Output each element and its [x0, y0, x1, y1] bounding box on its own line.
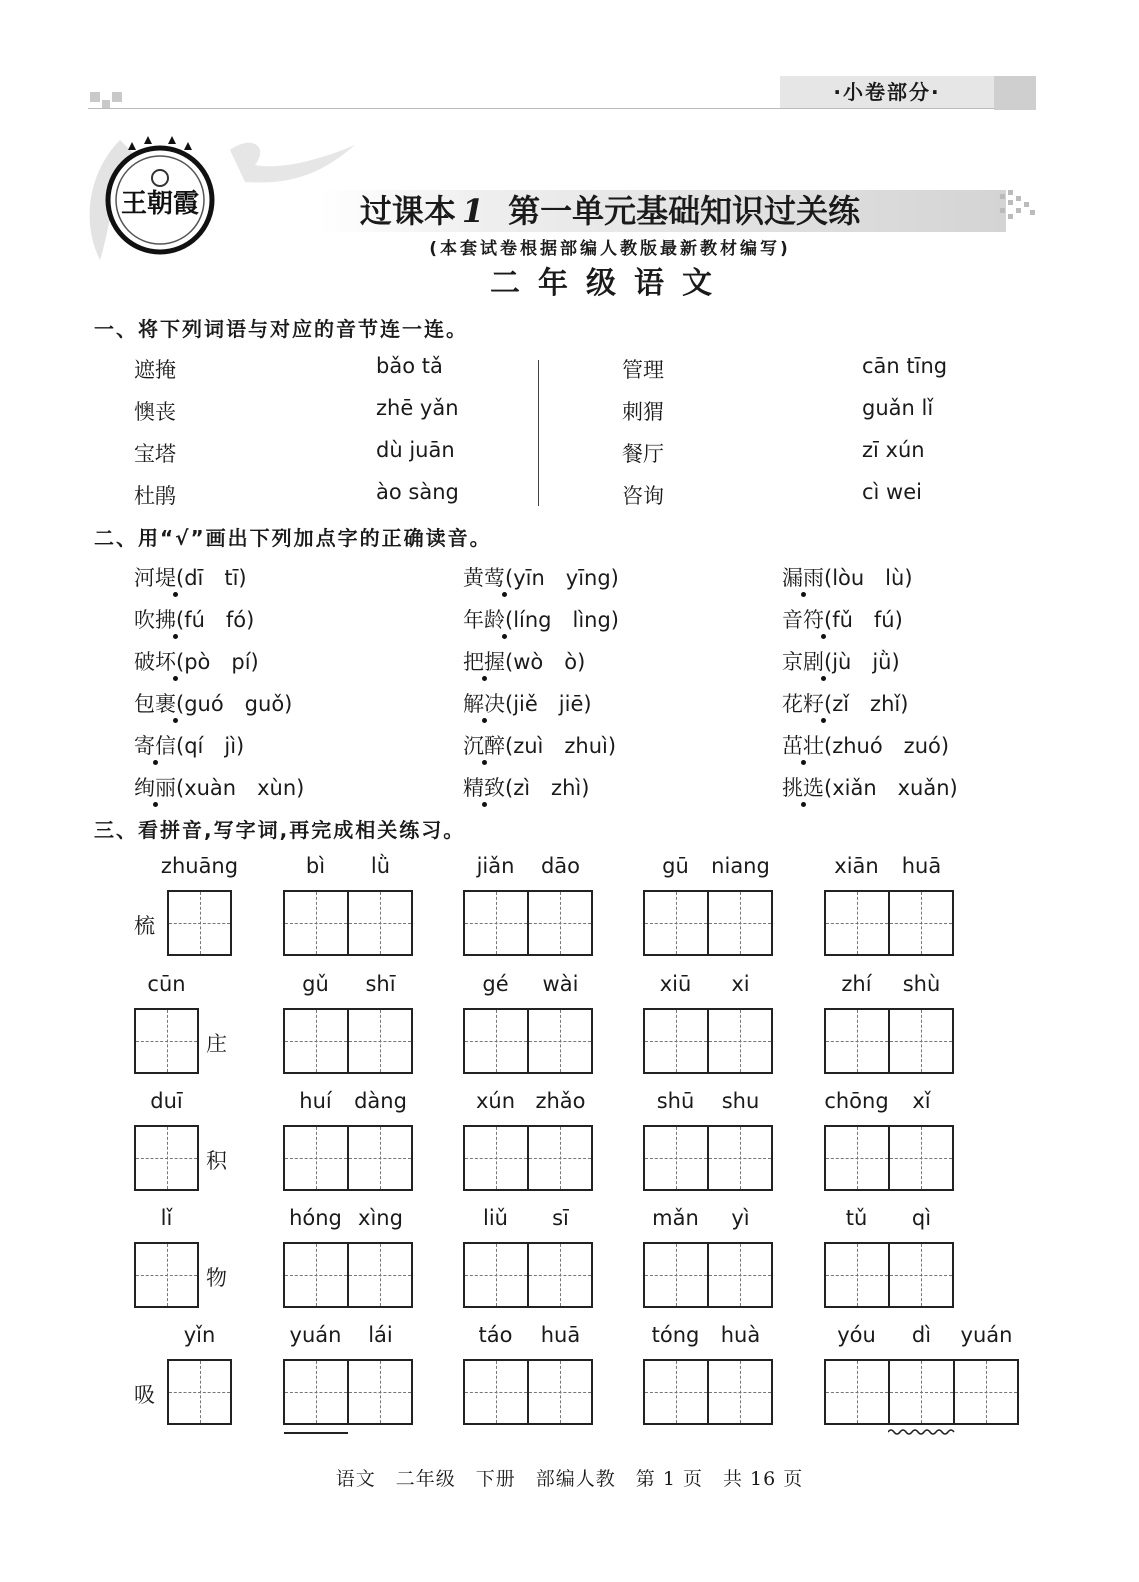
grid-cell[interactable]: [826, 892, 888, 954]
match-pinyin: zhē yǎn: [376, 396, 459, 420]
match-word: 杜鹃: [134, 484, 176, 508]
grade-title: 二年级语文: [490, 266, 730, 301]
grid-cell[interactable]: [136, 1010, 197, 1072]
grid-cell[interactable]: [707, 1244, 771, 1306]
reading-item: 吹拂(fú fó): [134, 608, 255, 632]
grid-cell[interactable]: [645, 892, 707, 954]
writing-grid[interactable]: [643, 890, 773, 956]
grid-cell[interactable]: [707, 1361, 771, 1423]
pinyin-label: xún: [475, 1089, 516, 1113]
reading-item: 绚丽(xuàn xùn): [134, 776, 305, 800]
grid-cell[interactable]: [888, 1244, 952, 1306]
emphasis-dot: [801, 760, 806, 765]
pinyin-label: tǔ: [845, 1206, 868, 1230]
grid-cell[interactable]: [888, 892, 952, 954]
pinyin-label: yuán: [289, 1323, 342, 1347]
emphasis-dot: [173, 676, 178, 681]
writing-grid[interactable]: [167, 1359, 232, 1425]
grid-cell[interactable]: [707, 1127, 771, 1189]
given-character: 梳: [134, 914, 155, 938]
match-word: 管理: [622, 358, 664, 382]
match-word: 遮掩: [134, 358, 176, 382]
given-character: 积: [206, 1149, 227, 1173]
pinyin-label: shu: [721, 1089, 760, 1113]
grid-cell[interactable]: [347, 1244, 411, 1306]
grid-cell[interactable]: [953, 1361, 1017, 1423]
writing-grid[interactable]: [463, 1242, 593, 1308]
emphasis-dot: [153, 802, 158, 807]
grid-cell[interactable]: [826, 1361, 888, 1423]
match-pinyin: cān tīng: [862, 354, 948, 378]
title-part1: 过课本: [359, 192, 456, 230]
reading-item: 破坏(pò pí): [134, 650, 259, 674]
pinyin-label: dì: [911, 1323, 932, 1347]
pinyin-label: duī: [150, 1089, 183, 1113]
writing-grid[interactable]: [283, 890, 413, 956]
grid-cell[interactable]: [465, 892, 527, 954]
pinyin-label: zhuāng: [160, 854, 239, 878]
reading-item: 挑选(xiǎn xuǎn): [782, 776, 958, 800]
match-pinyin: ào sàng: [376, 480, 459, 504]
grid-cell[interactable]: [285, 1010, 347, 1072]
section3-heading: 三、看拼音,写字词,再完成相关练习。: [94, 818, 466, 842]
pinyin-label: huā: [901, 854, 942, 878]
writing-grid[interactable]: [463, 1008, 593, 1074]
decor-square: [90, 92, 100, 102]
section-badge: ·小卷部分·: [780, 76, 994, 108]
grid-cell[interactable]: [527, 1010, 591, 1072]
grid-cell[interactable]: [888, 1010, 952, 1072]
pinyin-label: qì: [911, 1206, 932, 1230]
grid-cell[interactable]: [136, 1244, 197, 1306]
pinyin-label: hóng: [289, 1206, 342, 1230]
page-footer: 语文 二年级 下册 部编人教 第 1 页 共 16 页: [335, 1468, 804, 1490]
grid-cell[interactable]: [527, 1361, 591, 1423]
grid-cell[interactable]: [645, 1127, 707, 1189]
writing-grid[interactable]: [283, 1008, 413, 1074]
grid-cell[interactable]: [465, 1361, 527, 1423]
grid-cell[interactable]: [826, 1010, 888, 1072]
writing-grid[interactable]: [463, 1359, 593, 1425]
pinyin-label: dàng: [354, 1089, 407, 1113]
writing-grid[interactable]: [824, 1359, 1019, 1425]
decor-square: [112, 92, 122, 102]
given-character: 庄: [206, 1032, 227, 1056]
given-character: 物: [206, 1266, 227, 1290]
emphasis-dot: [502, 634, 507, 639]
pinyin-label: xiān: [834, 854, 879, 878]
pinyin-label: xǐ: [912, 1089, 931, 1113]
writing-grid[interactable]: [824, 1242, 954, 1308]
pinyin-label: jiǎn: [476, 854, 515, 878]
pinyin-label: chōng: [824, 1089, 889, 1113]
writing-grid[interactable]: [134, 1242, 199, 1308]
reading-item: 精致(zì zhì): [463, 776, 590, 800]
pinyin-label: gǔ: [302, 972, 329, 996]
grid-cell[interactable]: [527, 892, 591, 954]
emphasis-dot: [801, 592, 806, 597]
writing-grid[interactable]: [643, 1008, 773, 1074]
emphasis-dot: [153, 760, 158, 765]
title-part2: 第一单元基础知识过关练: [508, 192, 861, 230]
match-pinyin: bǎo tǎ: [376, 354, 443, 378]
writing-grid[interactable]: [643, 1125, 773, 1191]
writing-grid[interactable]: [167, 890, 232, 956]
pinyin-label: niang: [711, 854, 770, 878]
match-word: 刺猬: [622, 400, 664, 424]
pinyin-label: huā: [540, 1323, 581, 1347]
writing-grid[interactable]: [283, 1359, 413, 1425]
grid-cell[interactable]: [645, 1361, 707, 1423]
pinyin-label: xìng: [358, 1206, 403, 1230]
reading-item: 漏雨(lòu lù): [782, 566, 913, 590]
pinyin-label: bì: [305, 854, 326, 878]
grid-cell[interactable]: [347, 1361, 411, 1423]
match-pinyin: dù juān: [376, 438, 455, 462]
grid-cell[interactable]: [527, 1244, 591, 1306]
pinyin-label: lǜ: [370, 854, 391, 878]
title-number: 1: [461, 192, 485, 230]
match-word: 宝塔: [134, 442, 176, 466]
match-pinyin: guǎn lǐ: [862, 396, 934, 420]
writing-grid[interactable]: [824, 890, 954, 956]
emphasis-dot: [821, 634, 826, 639]
reading-item: 解决(jiě jiē): [463, 692, 592, 716]
pinyin-label: yì: [731, 1206, 750, 1230]
grid-cell[interactable]: [527, 1127, 591, 1189]
writing-grid[interactable]: [824, 1008, 954, 1074]
writing-grid[interactable]: [643, 1359, 773, 1425]
grid-cell[interactable]: [465, 1244, 527, 1306]
grid-cell[interactable]: [707, 1010, 771, 1072]
pinyin-label: gé: [482, 972, 509, 996]
pinyin-label: huà: [720, 1323, 761, 1347]
emphasis-dot: [821, 718, 826, 723]
emphasis-dot: [173, 592, 178, 597]
pinyin-label: mǎn: [652, 1206, 699, 1230]
grid-cell[interactable]: [347, 892, 411, 954]
badge-tab: [994, 76, 1036, 110]
pinyin-label: gū: [662, 854, 689, 878]
pinyin-label: liǔ: [483, 1206, 508, 1230]
grid-cell[interactable]: [465, 1127, 527, 1189]
grid-cell[interactable]: [347, 1010, 411, 1072]
emphasis-dot: [482, 760, 487, 765]
emphasis-dot: [482, 802, 487, 807]
emphasis-dot: [801, 802, 806, 807]
grid-cell[interactable]: [645, 1010, 707, 1072]
pinyin-label: zhǎo: [535, 1089, 586, 1113]
subtitle: (本套试卷根据部编人教版最新教材编写): [429, 239, 791, 259]
match-word: 餐厅: [622, 442, 664, 466]
pinyin-label: xiū: [659, 972, 692, 996]
pinyin-label: shū: [656, 1089, 695, 1113]
pinyin-label: lái: [368, 1323, 393, 1347]
header-rule: [88, 108, 1036, 109]
given-character: 吸: [134, 1383, 155, 1407]
emphasis-dot: [173, 718, 178, 723]
writing-grid[interactable]: [283, 1242, 413, 1308]
column-divider: [538, 360, 539, 506]
writing-grid[interactable]: [463, 1125, 593, 1191]
grid-cell[interactable]: [285, 1361, 347, 1423]
emphasis-dot: [173, 634, 178, 639]
match-word: 懊丧: [134, 400, 176, 424]
writing-grid[interactable]: [134, 1008, 199, 1074]
writing-grid[interactable]: [463, 890, 593, 956]
pinyin-label: lǐ: [160, 1206, 173, 1230]
pinyin-label: wài: [542, 972, 579, 996]
pinyin-label: yǐn: [183, 1323, 216, 1347]
pinyin-label: táo: [478, 1323, 513, 1347]
grid-cell[interactable]: [707, 892, 771, 954]
grid-cell[interactable]: [645, 1244, 707, 1306]
grid-cell[interactable]: [285, 1127, 347, 1189]
grid-cell[interactable]: [285, 892, 347, 954]
pinyin-label: sī: [552, 1206, 569, 1230]
svg-text:王朝霞: 王朝霞: [120, 189, 200, 219]
pinyin-label: yuán: [960, 1323, 1013, 1347]
reading-item: 沉醉(zuì zhuì): [463, 734, 617, 758]
match-word: 咨询: [622, 484, 664, 508]
match-pinyin: cì wei: [862, 480, 922, 504]
grid-cell[interactable]: [465, 1010, 527, 1072]
pinyin-label: zhí: [841, 972, 872, 996]
writing-grid[interactable]: [643, 1242, 773, 1308]
reading-item: 河堤(dī tī): [134, 566, 247, 590]
pinyin-label: shī: [365, 972, 396, 996]
reading-item: 寄信(qí jì): [134, 734, 245, 758]
emphasis-dot: [502, 592, 507, 597]
reading-item: 年龄(líng lìng): [463, 608, 620, 632]
emphasis-dot: [821, 676, 826, 681]
emphasis-dot: [482, 676, 487, 681]
pinyin-label: xi: [731, 972, 750, 996]
reading-item: 茁壮(zhuó zuó): [782, 734, 950, 758]
grid-cell[interactable]: [169, 1361, 230, 1423]
grid-cell[interactable]: [347, 1127, 411, 1189]
pinyin-label: tóng: [651, 1323, 700, 1347]
pinyin-label: dāo: [540, 854, 581, 878]
pinyin-label: yóu: [837, 1323, 876, 1347]
grid-cell[interactable]: [888, 1127, 952, 1189]
pinyin-label: shù: [902, 972, 941, 996]
grid-cell[interactable]: [888, 1361, 952, 1423]
wavy-underline-mark: [888, 1428, 958, 1436]
reading-item: 京剧(jù jǜ): [782, 650, 900, 674]
dither-decor: [1000, 190, 1040, 230]
pinyin-label: cūn: [147, 972, 186, 996]
emphasis-dot: [482, 718, 487, 723]
decor-square: [102, 100, 110, 108]
grid-cell[interactable]: [826, 1127, 888, 1189]
match-pinyin: zī xún: [862, 438, 925, 462]
writing-grid[interactable]: [283, 1125, 413, 1191]
reading-item: 包裹(guó guǒ): [134, 692, 293, 716]
grid-cell[interactable]: [826, 1244, 888, 1306]
underline-mark: [284, 1432, 348, 1434]
grid-cell[interactable]: [285, 1244, 347, 1306]
page-title: [300, 186, 920, 236]
grid-cell[interactable]: [169, 892, 230, 954]
writing-grid[interactable]: [134, 1125, 199, 1191]
grid-cell[interactable]: [136, 1127, 197, 1189]
reading-item: 黄莺(yīn yīng): [463, 566, 619, 590]
writing-grid[interactable]: [824, 1125, 954, 1191]
reading-item: 花籽(zǐ zhǐ): [782, 692, 909, 716]
reading-item: 音符(fǔ fú): [782, 608, 903, 632]
pinyin-label: huí: [299, 1089, 332, 1113]
section1-heading: 一、将下列词语与对应的音节连一连。: [94, 317, 468, 341]
reading-item: 把握(wò ò): [463, 650, 586, 674]
section2-heading: 二、用“√”画出下列加点字的正确读音。: [94, 526, 492, 550]
